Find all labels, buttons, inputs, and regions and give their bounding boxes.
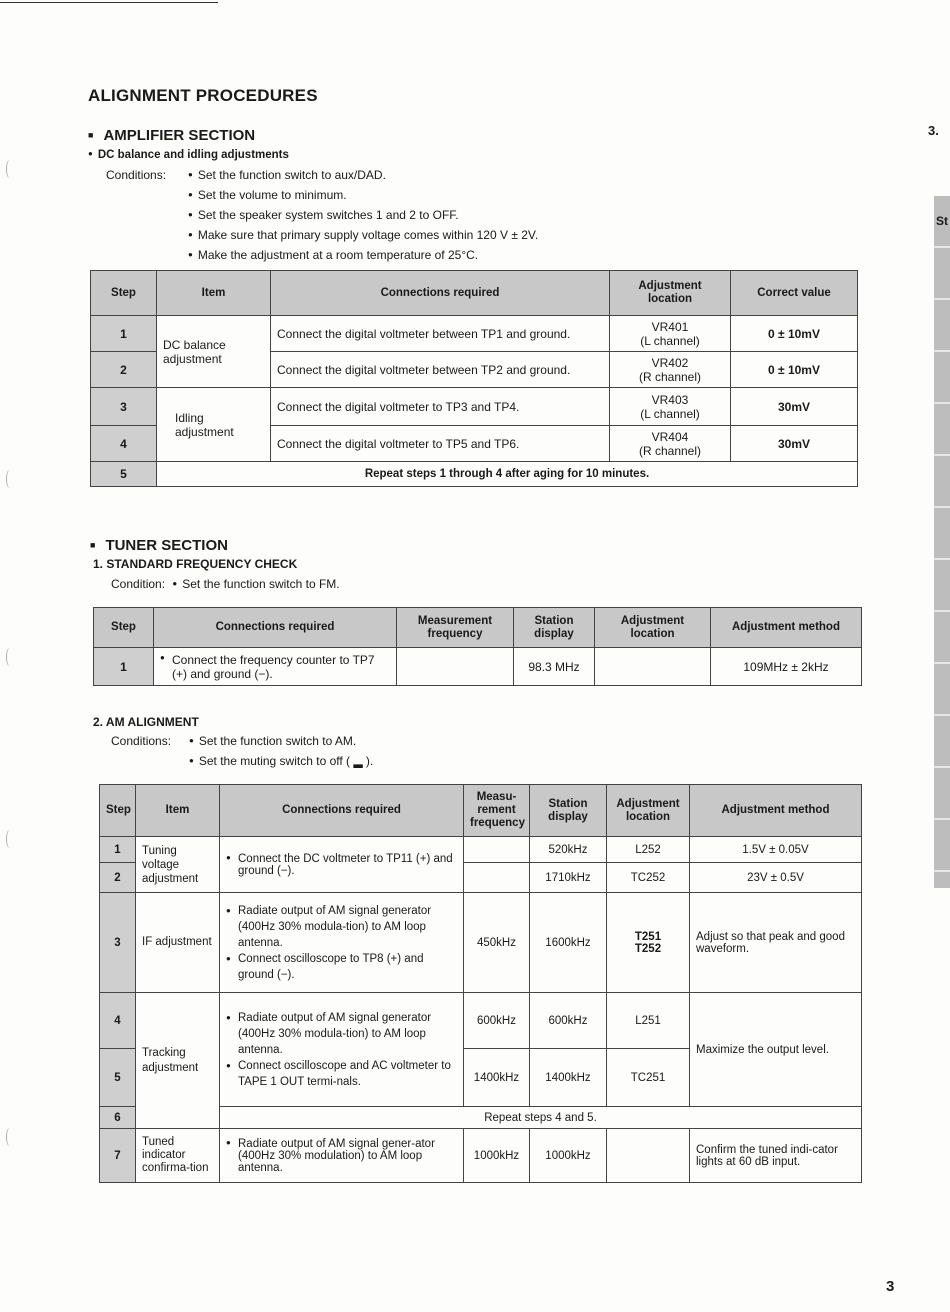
step-number: 3 — [91, 388, 157, 426]
conditions-label: Conditions: — [106, 168, 167, 182]
measurement-frequency: 450kHz — [464, 893, 530, 993]
header-item: Item — [136, 785, 220, 837]
condition-item: ● Set the function switch to FM. — [172, 577, 339, 591]
station-display: 98.3 MHz — [514, 648, 595, 686]
header-connections: Connections required — [154, 608, 397, 648]
adjustment-location — [607, 1129, 690, 1183]
connection-cell: Connect the digital voltmeter between TP1 and ground. — [271, 316, 610, 352]
edge-page-number: 3. — [928, 123, 939, 138]
condition-item: ● Set the function switch to aux/DAD. — [188, 168, 386, 182]
station-display: 1400kHz — [530, 1049, 607, 1107]
header-correct-value: Correct value — [731, 271, 858, 316]
binder-mark — [6, 830, 13, 848]
repeat-note: Repeat steps 1 through 4 after aging for 10 minutes. — [157, 462, 858, 487]
connection-cell: Connect the digital voltmeter to TP3 and TP4. — [271, 388, 610, 426]
step-number: 1 — [94, 648, 154, 686]
step-number: 2 — [100, 863, 136, 893]
header-connections: Connections required — [220, 785, 464, 837]
header-station-display: Station display — [514, 608, 595, 648]
measurement-frequency — [464, 863, 530, 893]
adjustment-location — [595, 648, 711, 686]
header-step: Step — [100, 785, 136, 837]
adjustment-method: 1.5V ± 0.05V — [690, 837, 862, 863]
item-idling: Idling adjustment — [157, 388, 271, 462]
station-display: 1600kHz — [530, 893, 607, 993]
conditions-label: Conditions: — [111, 734, 172, 748]
measurement-frequency: 1000kHz — [464, 1129, 530, 1183]
page-number: 3 — [886, 1278, 895, 1295]
correct-value: 30mV — [731, 426, 858, 462]
correct-value: 0 ± 10mV — [731, 352, 858, 388]
edge-header-fragment: St — [936, 214, 948, 228]
step-number: 7 — [100, 1129, 136, 1183]
amplifier-section-title: ■ AMPLIFIER SECTION — [88, 127, 255, 144]
am-conditions — [111, 731, 373, 771]
dc-balance-subtitle: ● DC balance and idling adjustments — [88, 149, 289, 161]
item-if-adjustment: IF adjustment — [136, 893, 220, 993]
adjustment-location: VR403 (L channel) — [610, 388, 731, 426]
repeat-note: Repeat steps 4 and 5. — [220, 1107, 862, 1129]
amplifier-conditions — [106, 165, 538, 265]
step-number: 1 — [91, 316, 157, 352]
tuner-section-title: ■ TUNER SECTION — [90, 537, 228, 554]
top-rule — [0, 2, 218, 3]
adjustment-location: VR401 (L channel) — [610, 316, 731, 352]
adjustment-method: Maximize the output level. — [690, 993, 862, 1107]
station-display: 600kHz — [530, 993, 607, 1049]
step-number: 4 — [100, 993, 136, 1049]
step-number: 5 — [91, 462, 157, 487]
header-adjustment-location: Adjustment location — [595, 608, 711, 648]
header-connections: Connections required — [271, 271, 610, 316]
connection-cell: ● Connect the DC voltmeter to TP11 (+) and ground (−). — [220, 837, 464, 893]
adjustment-method: Confirm the tuned indi-cator lights at 60 dB input. — [690, 1129, 862, 1183]
step-number: 1 — [100, 837, 136, 863]
binder-mark — [6, 1128, 13, 1146]
station-display: 520kHz — [530, 837, 607, 863]
adjustment-location: L252 — [607, 837, 690, 863]
header-item: Item — [157, 271, 271, 316]
adjustment-method: 109MHz ± 2kHz — [711, 648, 862, 686]
adjustment-location: T251 T252 — [607, 893, 690, 993]
item-tuned-indicator: Tuned indicator confirma-tion — [136, 1129, 220, 1183]
edge-table-fragment — [934, 196, 950, 888]
step-number: 5 — [100, 1049, 136, 1107]
condition-label: Condition: — [111, 577, 166, 591]
connection-cell: Connect the digital voltmeter between TP2 and ground. — [271, 352, 610, 388]
header-measurement-frequency: Measurement frequency — [397, 608, 514, 648]
measurement-frequency: 600kHz — [464, 993, 530, 1049]
condition-item: ● Set the volume to minimum. — [188, 188, 347, 202]
step-number: 3 — [100, 893, 136, 993]
condition-item: ● Make sure that primary supply voltage comes within 120 V ± 2V. — [188, 228, 538, 242]
adjustment-method: Adjust so that peak and good waveform. — [690, 893, 862, 993]
binder-mark — [6, 470, 13, 488]
connection-cell: ● Radiate output of AM signal generator (400Hz 30% modula-tion) to AM loop antenna. ● Connect oscilloscope and AC voltmeter to TAPE 1 OUT termi-nals. — [220, 993, 464, 1107]
adjustment-location: VR402 (R channel) — [610, 352, 731, 388]
sfc-condition — [111, 574, 340, 594]
connection-cell: ● Radiate output of AM signal gener-ator (400Hz 30% modulation) to AM loop antenna. — [220, 1129, 464, 1183]
header-station-display: Station display — [530, 785, 607, 837]
connection-cell: ● Radiate output of AM signal generator (400Hz 30% modula-tion) to AM loop antenna. ● Connect oscilloscope to TP8 (+) and ground (−). — [220, 893, 464, 993]
am-alignment-title: 2. AM ALIGNMENT — [93, 715, 199, 729]
header-step: Step — [91, 271, 157, 316]
binder-mark — [6, 160, 13, 178]
connection-cell: ● Connect the frequency counter to TP7 (+) and ground (−). — [154, 648, 397, 686]
header-step: Step — [94, 608, 154, 648]
header-adjustment-location: Adjustment location — [610, 271, 731, 316]
station-display: 1710kHz — [530, 863, 607, 893]
item-tracking: Tracking adjustment — [136, 993, 220, 1129]
adjustment-location: VR404 (R channel) — [610, 426, 731, 462]
correct-value: 0 ± 10mV — [731, 316, 858, 352]
header-adjustment-method: Adjustment method — [690, 785, 862, 837]
condition-item: ● Set the muting switch to off ( ▂ ). — [189, 754, 373, 768]
correct-value: 30mV — [731, 388, 858, 426]
condition-item: ● Set the speaker system switches 1 and 2 to OFF. — [188, 208, 459, 222]
adjustment-location: L251 — [607, 993, 690, 1049]
measurement-frequency — [464, 837, 530, 863]
am-table — [99, 784, 862, 1183]
page-title: ALIGNMENT PROCEDURES — [88, 86, 318, 105]
item-dc-balance: DC balance adjustment — [157, 316, 271, 388]
step-number: 6 — [100, 1107, 136, 1129]
station-display: 1000kHz — [530, 1129, 607, 1183]
step-number: 2 — [91, 352, 157, 388]
header-measurement-frequency: Measu-rement frequency — [464, 785, 530, 837]
connection-cell: Connect the digital voltmeter to TP5 and TP6. — [271, 426, 610, 462]
step-number: 4 — [91, 426, 157, 462]
amplifier-table — [90, 270, 858, 487]
sfc-table — [93, 607, 862, 686]
sfc-title: 1. STANDARD FREQUENCY CHECK — [93, 557, 298, 571]
header-adjustment-method: Adjustment method — [711, 608, 862, 648]
item-tuning-voltage: Tuning voltage adjustment — [136, 837, 220, 893]
binder-mark — [6, 648, 13, 666]
adjustment-method: 23V ± 0.5V — [690, 863, 862, 893]
adjustment-location: TC251 — [607, 1049, 690, 1107]
header-adjustment-location: Adjustment location — [607, 785, 690, 837]
adjustment-location: TC252 — [607, 863, 690, 893]
measurement-frequency — [397, 648, 514, 686]
condition-item: ● Make the adjustment at a room temperature of 25°C. — [188, 248, 478, 262]
measurement-frequency: 1400kHz — [464, 1049, 530, 1107]
condition-item: ● Set the function switch to AM. — [189, 734, 356, 748]
